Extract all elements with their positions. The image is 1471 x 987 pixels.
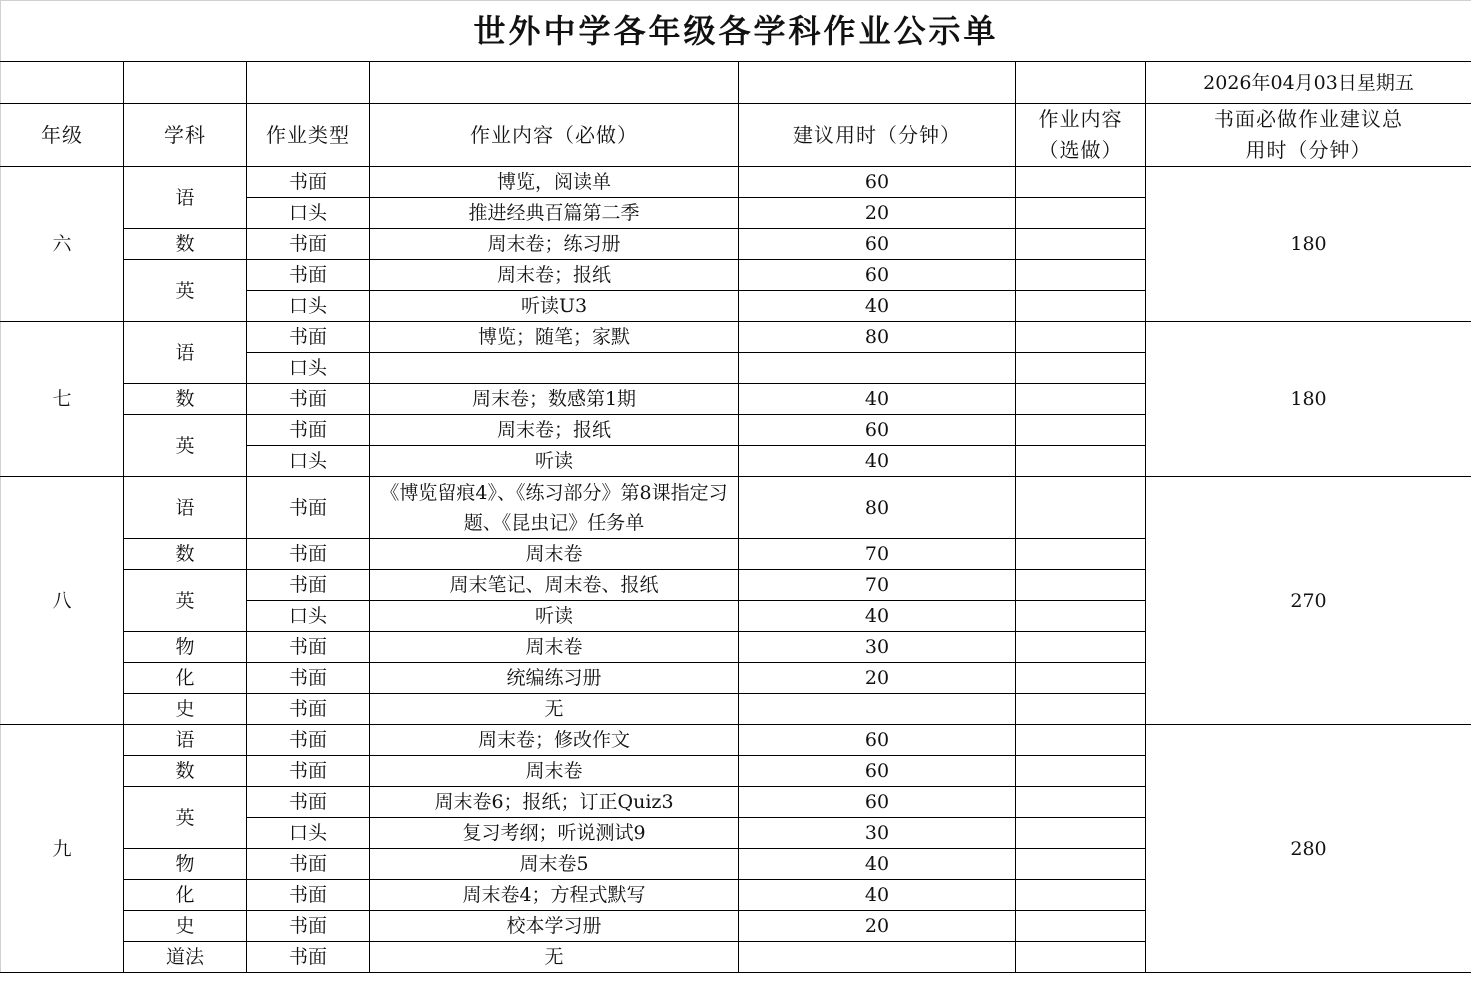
type-cell: 书面 [247,880,370,911]
type-cell: 口头 [247,818,370,849]
page-title: 世外中学各年级各学科作业公示单 [1,1,1471,62]
header-content: 作业内容（必做） [370,104,739,167]
subject-cell: 语 [124,167,247,229]
type-cell: 口头 [247,353,370,384]
header-subject: 学科 [124,104,247,167]
optional-cell [1016,415,1146,446]
time-cell: 40 [739,880,1016,911]
blank-cell [1016,62,1146,104]
optional-cell [1016,818,1146,849]
total-time-cell: 280 [1146,725,1471,973]
time-cell: 60 [739,756,1016,787]
type-cell: 书面 [247,942,370,973]
optional-cell [1016,725,1146,756]
total-time-cell: 180 [1146,322,1471,477]
grade-cell: 九 [1,725,124,973]
subject-cell: 数 [124,229,247,260]
content-cell: 周末卷；报纸 [370,260,739,291]
subject-cell: 史 [124,911,247,942]
time-cell: 40 [739,384,1016,415]
type-cell: 书面 [247,911,370,942]
optional-cell [1016,477,1146,539]
header-total: 书面必做作业建议总用时（分钟） [1146,104,1471,167]
type-cell: 书面 [247,415,370,446]
subject-cell: 化 [124,663,247,694]
optional-cell [1016,694,1146,725]
total-time-cell: 180 [1146,167,1471,322]
optional-cell [1016,849,1146,880]
type-cell: 书面 [247,756,370,787]
grade-cell: 七 [1,322,124,477]
table-row [1,725,1471,756]
optional-cell [1016,880,1146,911]
content-cell: 周末卷；练习册 [370,229,739,260]
time-cell: 80 [739,477,1016,539]
content-cell: 周末卷；数感第1期 [370,384,739,415]
subject-cell: 语 [124,477,247,539]
subject-cell: 物 [124,632,247,663]
content-cell: 周末卷5 [370,849,739,880]
time-cell: 60 [739,167,1016,198]
optional-cell [1016,942,1146,973]
subject-cell: 语 [124,322,247,384]
time-cell: 60 [739,787,1016,818]
content-cell: 推进经典百篇第二季 [370,198,739,229]
content-cell [370,353,739,384]
optional-cell [1016,539,1146,570]
subject-cell: 英 [124,787,247,849]
optional-cell [1016,167,1146,198]
content-cell: 统编练习册 [370,663,739,694]
time-cell: 30 [739,818,1016,849]
content-cell: 周末卷；修改作文 [370,725,739,756]
subject-cell: 英 [124,415,247,477]
content-cell: 复习考纲；听说测试9 [370,818,739,849]
type-cell: 书面 [247,725,370,756]
grade-cell: 八 [1,477,124,725]
subject-cell: 语 [124,725,247,756]
time-cell: 60 [739,229,1016,260]
type-cell: 口头 [247,601,370,632]
content-cell: 听读 [370,601,739,632]
time-cell: 60 [739,415,1016,446]
type-cell: 书面 [247,477,370,539]
subject-cell: 英 [124,570,247,632]
type-cell: 口头 [247,291,370,322]
type-cell: 书面 [247,694,370,725]
optional-cell [1016,384,1146,415]
subject-cell: 数 [124,756,247,787]
optional-cell [1016,787,1146,818]
time-cell: 20 [739,911,1016,942]
title-row [1,1,1471,62]
header-grade: 年级 [1,104,124,167]
time-cell [739,353,1016,384]
optional-cell [1016,756,1146,787]
optional-cell [1016,260,1146,291]
date-row [1,62,1471,104]
time-cell: 40 [739,446,1016,477]
optional-cell [1016,911,1146,942]
time-cell: 40 [739,291,1016,322]
content-cell: 周末笔记、周末卷、报纸 [370,570,739,601]
content-cell: 周末卷 [370,632,739,663]
optional-cell [1016,632,1146,663]
type-cell: 书面 [247,167,370,198]
time-cell: 40 [739,849,1016,880]
time-cell: 60 [739,725,1016,756]
type-cell: 书面 [247,384,370,415]
subject-cell: 数 [124,539,247,570]
type-cell: 书面 [247,663,370,694]
type-cell: 书面 [247,539,370,570]
time-cell: 80 [739,322,1016,353]
content-cell: 无 [370,694,739,725]
optional-cell [1016,601,1146,632]
time-cell: 70 [739,539,1016,570]
optional-cell [1016,446,1146,477]
header-type: 作业类型 [247,104,370,167]
optional-cell [1016,322,1146,353]
optional-cell [1016,291,1146,322]
blank-cell [370,62,739,104]
subject-cell: 化 [124,880,247,911]
optional-cell [1016,353,1146,384]
blank-cell [124,62,247,104]
type-cell: 书面 [247,787,370,818]
type-cell: 书面 [247,260,370,291]
content-cell: 听读U3 [370,291,739,322]
content-cell: 周末卷；报纸 [370,415,739,446]
blank-cell [1,62,124,104]
time-cell: 20 [739,663,1016,694]
content-cell: 周末卷6；报纸；订正Quiz3 [370,787,739,818]
type-cell: 书面 [247,632,370,663]
type-cell: 口头 [247,446,370,477]
optional-cell [1016,570,1146,601]
total-time-cell: 270 [1146,477,1471,725]
time-cell: 30 [739,632,1016,663]
optional-cell [1016,229,1146,260]
blank-cell [247,62,370,104]
header-row [1,104,1471,167]
time-cell [739,942,1016,973]
content-cell: 博览，阅读单 [370,167,739,198]
content-cell: 周末卷4；方程式默写 [370,880,739,911]
subject-cell: 英 [124,260,247,322]
subject-cell: 道法 [124,942,247,973]
table-row [1,322,1471,353]
content-cell: 《博览留痕4》、《练习部分》第8课指定习题、《昆虫记》任务单 [370,477,739,539]
subject-cell: 物 [124,849,247,880]
table-row [1,167,1471,198]
content-cell: 无 [370,942,739,973]
type-cell: 书面 [247,849,370,880]
content-cell: 听读 [370,446,739,477]
content-cell: 博览；随笔；家默 [370,322,739,353]
type-cell: 书面 [247,570,370,601]
subject-cell: 史 [124,694,247,725]
header-time: 建议用时（分钟） [739,104,1016,167]
subject-cell: 数 [124,384,247,415]
time-cell: 70 [739,570,1016,601]
time-cell: 60 [739,260,1016,291]
content-cell: 校本学习册 [370,911,739,942]
time-cell: 20 [739,198,1016,229]
table-row [1,477,1471,539]
optional-cell [1016,198,1146,229]
blank-cell [739,62,1016,104]
type-cell: 书面 [247,322,370,353]
grade-cell: 六 [1,167,124,322]
optional-cell [1016,663,1146,694]
content-cell: 周末卷 [370,539,739,570]
time-cell [739,694,1016,725]
content-cell: 周末卷 [370,756,739,787]
type-cell: 口头 [247,198,370,229]
time-cell: 40 [739,601,1016,632]
date-cell: 2026年04月03日星期五 [1146,62,1471,104]
type-cell: 书面 [247,229,370,260]
header-optional: 作业内容（选做） [1016,104,1146,167]
